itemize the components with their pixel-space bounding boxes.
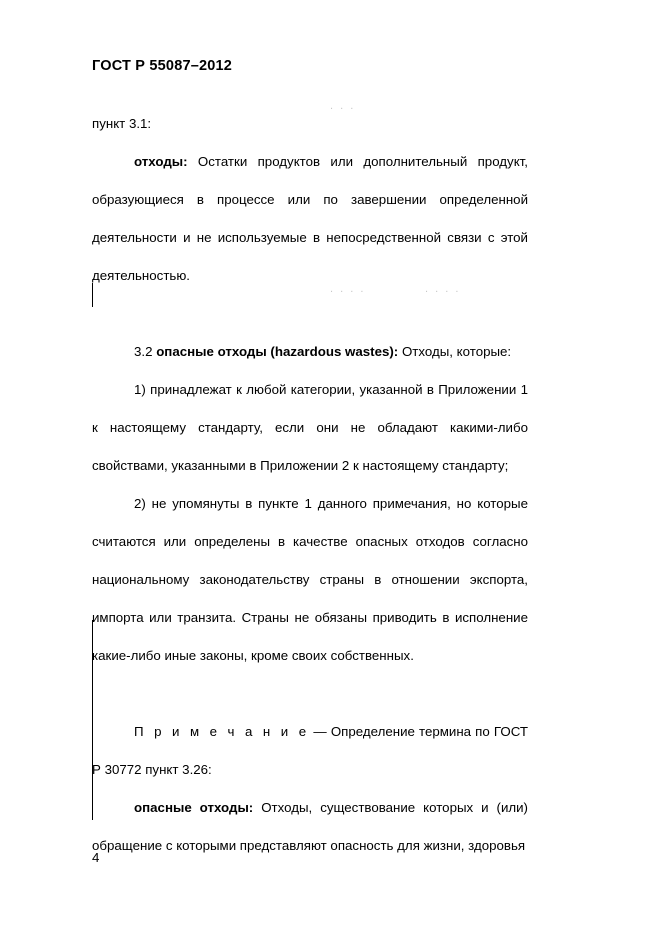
clause-ref-text: пункт 3.1: [92, 116, 152, 131]
scan-artifact-dots-top: . . . [330, 100, 356, 112]
page-header: ГОСТ Р 55087–2012 [92, 58, 233, 74]
paragraph-note [92, 713, 528, 789]
item-1-text: 1) принадлежат к любой категории, указанной в Приложении 1 к настоящему стандарту, если они не обладают какими-либо свойствами, указанными в Приложении 2 к настоящему стандарту; [92, 382, 528, 473]
term-opasnye-othody: опасные отходы (hazardous wastes): [156, 344, 399, 359]
page-number: 4 [92, 850, 100, 865]
item-2-text: 2) не упомянуты в пункте 1 данного примечания, но которые считаются или определены в качестве опасных отходов согласно национальному законодательству страны в отношении экспорта, импорта или транзита. Страны не обязаны приводить в исполнение какие-либо иные законы, кроме своих собственных. [92, 496, 528, 663]
scan-artifact-dots-mid2: . . . . [425, 283, 461, 295]
paragraph-clause-ref [92, 105, 528, 143]
paragraph-item-2 [92, 485, 528, 675]
paragraph-waste-definition [92, 143, 528, 295]
spacer-2 [92, 675, 528, 713]
clause-number-3-2: 3.2 [134, 344, 157, 359]
term-othody: отходы: [134, 154, 188, 169]
definition-othody: Остатки продуктов или дополнительный продукт, образующиеся в процессе или по завершении определенной деятельности и не используемые в непосредственной связи с этой деятельностью. [92, 154, 528, 283]
definition-lead-hazardous: Отходы, которые: [398, 344, 512, 359]
note-label: П р и м е ч а н и е [134, 724, 310, 739]
document-body [92, 105, 528, 865]
note-text: — Определение термина по ГОСТ Р 30772 пункт 3.26: [92, 724, 528, 777]
paragraph-hazardous-heading [92, 333, 528, 371]
paragraph-item-1 [92, 371, 528, 485]
spacer-1 [92, 295, 528, 333]
definition-opasnye-othody: Отходы, существование которых и (или) обращение с которыми представляют опасность для жизни, здоровья [92, 800, 528, 853]
scan-artifact-dots-mid: . . . . [330, 283, 366, 295]
paragraph-hazardous-definition [92, 789, 528, 865]
term-opasnye-othody-2: опасные отходы: [134, 800, 254, 815]
